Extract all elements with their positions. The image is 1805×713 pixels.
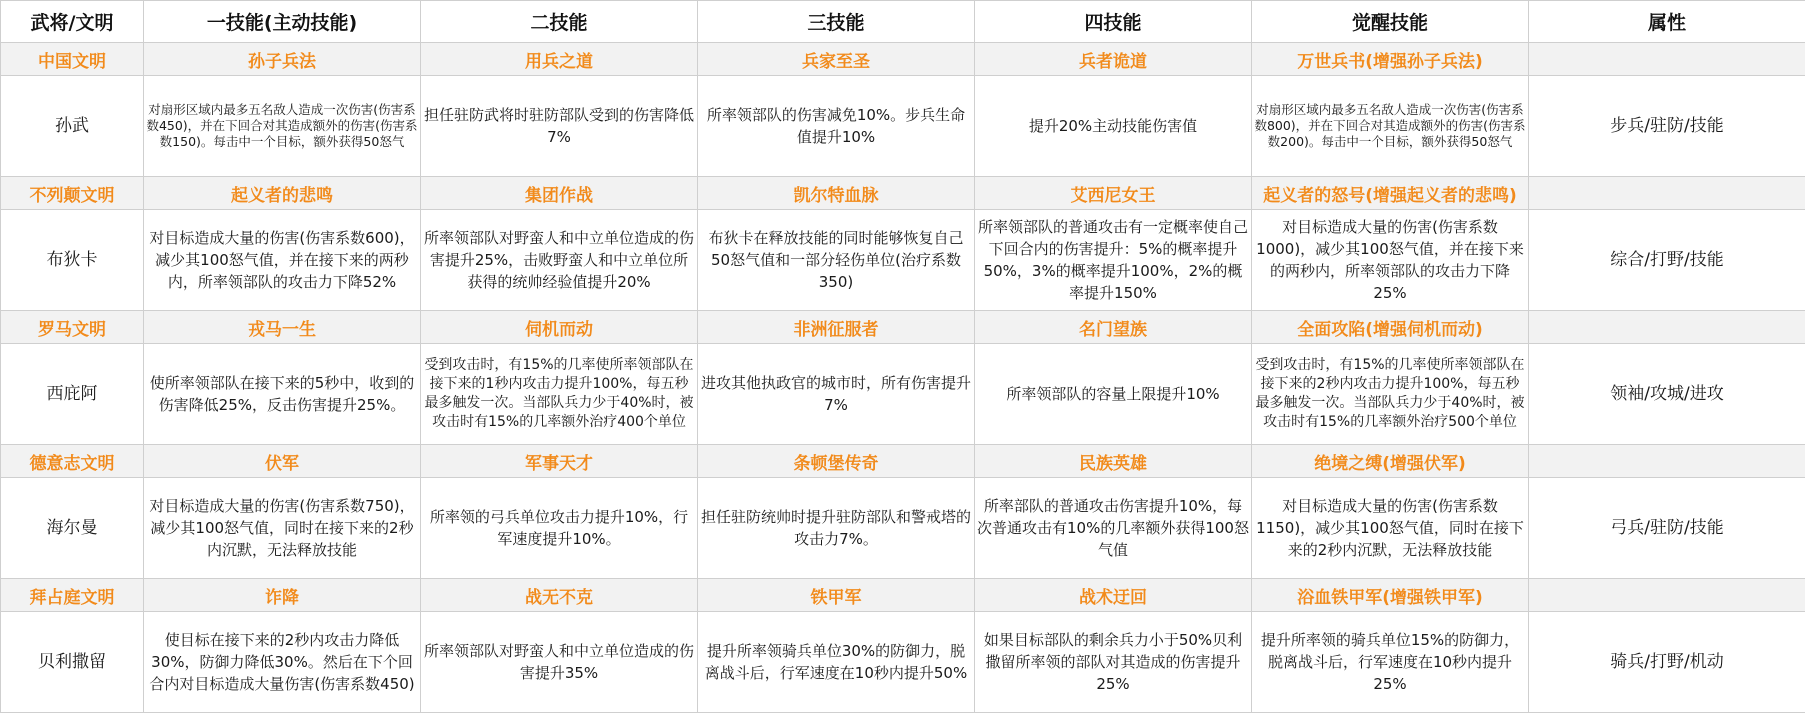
header-attributes: 属性 — [1529, 1, 1805, 43]
header-skill-3: 三技能 — [698, 1, 975, 43]
hero-name: 贝利撒留 — [1, 612, 144, 713]
skill-description: 所率领的弓兵单位攻击力提升10%，行军速度提升10%。 — [421, 478, 698, 579]
civilization-name: 罗马文明 — [1, 311, 144, 344]
skill-name: 戎马一生 — [144, 311, 421, 344]
skill-description: 受到攻击时，有15%的几率使所率领部队在接下来的1秒内攻击力提升100%，每五秒最多触发一次。当部队兵力少于40%时，被攻击时有15%的几率额外治疗400个单位 — [421, 344, 698, 445]
skill-description: 所率部队的普通攻击伤害提升10%，每次普通攻击有10%的几率额外获得100怒气值 — [975, 478, 1252, 579]
skill-name: 浴血铁甲军(增强铁甲军) — [1252, 579, 1529, 612]
hero-attributes: 综合/打野/技能 — [1529, 210, 1805, 311]
skill-name: 军事天才 — [421, 445, 698, 478]
skill-description: 对目标造成大量的伤害(伤害系数600)，减少其100怒气值，并在接下来的两秒内，所率领部队的攻击力下降52% — [144, 210, 421, 311]
civilization-name: 德意志文明 — [1, 445, 144, 478]
hero-row — [1, 210, 1805, 311]
skill-name: 非洲征服者 — [698, 311, 975, 344]
civilization-name: 拜占庭文明 — [1, 579, 144, 612]
skill-name: 条顿堡传奇 — [698, 445, 975, 478]
skill-description: 所率领部队的普通攻击有一定概率使自己下回合内的伤害提升：5%的概率提升50%，3%的概率提升100%，2%的概率提升150% — [975, 210, 1252, 311]
skill-description: 担任驻防武将时驻防部队受到的伤害降低7% — [421, 76, 698, 177]
skill-name: 孙子兵法 — [144, 43, 421, 76]
skill-description: 担任驻防统帅时提升驻防部队和警戒塔的攻击力7%。 — [698, 478, 975, 579]
skill-name: 民族英雄 — [975, 445, 1252, 478]
civilization-row — [1, 177, 1805, 210]
skill-description: 对目标造成大量的伤害(伤害系数1000)，减少其100怒气值，并在接下来的两秒内，所率领部队的攻击力下降25% — [1252, 210, 1529, 311]
civilization-name: 中国文明 — [1, 43, 144, 76]
skill-name: 万世兵书(增强孙子兵法) — [1252, 43, 1529, 76]
header-awakening-skill: 觉醒技能 — [1252, 1, 1529, 43]
skill-description: 对目标造成大量的伤害(伤害系数1150)，减少其100怒气值，同时在接下来的2秒内沉默，无法释放技能 — [1252, 478, 1529, 579]
skill-name: 兵家至圣 — [698, 43, 975, 76]
empty-cell — [1529, 177, 1805, 210]
skill-description: 所率领部队对野蛮人和中立单位造成的伤害提升25%，击败野蛮人和中立单位所获得的统帅经验值提升20% — [421, 210, 698, 311]
hero-name: 布狄卡 — [1, 210, 144, 311]
skill-name: 艾西尼女王 — [975, 177, 1252, 210]
skill-description: 所率领部队的伤害减免10%。步兵生命值提升10% — [698, 76, 975, 177]
skill-name: 诈降 — [144, 579, 421, 612]
skill-description: 使所率领部队在接下来的5秒中，收到的伤害降低25%，反击伤害提升25%。 — [144, 344, 421, 445]
skill-name: 名门望族 — [975, 311, 1252, 344]
skill-name: 兵者诡道 — [975, 43, 1252, 76]
civilization-row — [1, 43, 1805, 76]
skill-name: 用兵之道 — [421, 43, 698, 76]
header-skill-4: 四技能 — [975, 1, 1252, 43]
hero-name: 孙武 — [1, 76, 144, 177]
hero-attributes: 骑兵/打野/机动 — [1529, 612, 1805, 713]
skill-description: 对扇形区域内最多五名敌人造成一次伤害(伤害系数800)，并在下回合对其造成额外的伤害(伤害系数200)。每击中一个目标，额外获得50怒气 — [1252, 76, 1529, 177]
skill-description: 如果目标部队的剩余兵力小于50%贝利撒留所率领的部队对其造成的伤害提升25% — [975, 612, 1252, 713]
skill-name: 起义者的悲鸣 — [144, 177, 421, 210]
skill-description: 布狄卡在释放技能的同时能够恢复自己50怒气值和一部分轻伤单位(治疗系数350) — [698, 210, 975, 311]
empty-cell — [1529, 445, 1805, 478]
skill-name: 集团作战 — [421, 177, 698, 210]
skill-description: 使目标在接下来的2秒内攻击力降低30%，防御力降低30%。然后在下个回合内对目标造成大量伤害(伤害系数450) — [144, 612, 421, 713]
empty-cell — [1529, 311, 1805, 344]
hero-name: 西庇阿 — [1, 344, 144, 445]
hero-name: 海尔曼 — [1, 478, 144, 579]
empty-cell — [1529, 579, 1805, 612]
skill-name: 绝境之缚(增强伏军) — [1252, 445, 1529, 478]
skill-name: 全面攻陷(增强伺机而动) — [1252, 311, 1529, 344]
hero-row — [1, 76, 1805, 177]
header-skill-1: 一技能(主动技能) — [144, 1, 421, 43]
civilization-row — [1, 445, 1805, 478]
empty-cell — [1529, 43, 1805, 76]
skill-name: 铁甲军 — [698, 579, 975, 612]
skill-description: 提升所率领骑兵单位30%的防御力，脱离战斗后，行军速度在10秒内提升50% — [698, 612, 975, 713]
skill-description: 所率领部队的容量上限提升10% — [975, 344, 1252, 445]
civilization-name: 不列颠文明 — [1, 177, 144, 210]
skill-name: 伏军 — [144, 445, 421, 478]
skill-description: 提升20%主动技能伤害值 — [975, 76, 1252, 177]
skill-name: 战术迂回 — [975, 579, 1252, 612]
skill-description: 所率领部队对野蛮人和中立单位造成的伤害提升35% — [421, 612, 698, 713]
skill-name: 伺机而动 — [421, 311, 698, 344]
skill-name: 战无不克 — [421, 579, 698, 612]
civilization-row — [1, 311, 1805, 344]
skill-name: 凯尔特血脉 — [698, 177, 975, 210]
skill-description: 对目标造成大量的伤害(伤害系数750)，减少其100怒气值，同时在接下来的2秒内沉默，无法释放技能 — [144, 478, 421, 579]
hero-attributes: 弓兵/驻防/技能 — [1529, 478, 1805, 579]
hero-row — [1, 478, 1805, 579]
civilization-row — [1, 579, 1805, 612]
header-hero-civ: 武将/文明 — [1, 1, 144, 43]
hero-row — [1, 612, 1805, 713]
hero-attributes: 领袖/攻城/进攻 — [1529, 344, 1805, 445]
skill-description: 进攻其他执政官的城市时，所有伤害提升7% — [698, 344, 975, 445]
hero-attributes: 步兵/驻防/技能 — [1529, 76, 1805, 177]
skill-description: 提升所率领的骑兵单位15%的防御力，脱离战斗后，行军速度在10秒内提升25% — [1252, 612, 1529, 713]
hero-row — [1, 344, 1805, 445]
skill-description: 受到攻击时，有15%的几率使所率领部队在接下来的2秒内攻击力提升100%，每五秒最多触发一次。当部队兵力少于40%时，被攻击时有15%的几率额外治疗500个单位 — [1252, 344, 1529, 445]
skill-name: 起义者的怒号(增强起义者的悲鸣) — [1252, 177, 1529, 210]
skill-description: 对扇形区域内最多五名敌人造成一次伤害(伤害系数450)，并在下回合对其造成额外的伤害(伤害系数150)。每击中一个目标，额外获得50怒气 — [144, 76, 421, 177]
header-skill-2: 二技能 — [421, 1, 698, 43]
header-row — [1, 1, 1805, 43]
